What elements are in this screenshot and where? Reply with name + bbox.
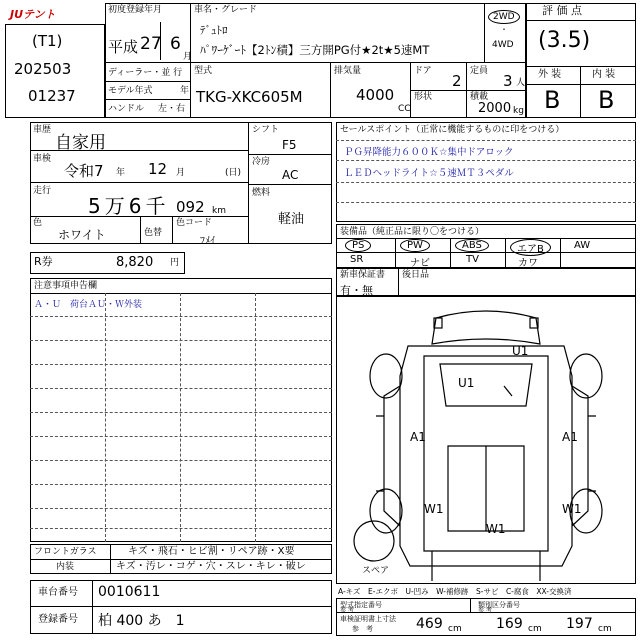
auction-id-2: 01237: [28, 87, 76, 105]
shaken-label: 車検: [33, 154, 52, 164]
equip-tv: TV: [466, 254, 479, 265]
plate-value: 柏 400 あ 1: [98, 613, 185, 629]
damage-legend: A-キズ E-エクボ U-凹み W-補修跡 S-サビ C-腐食 XX-交換済: [338, 587, 572, 596]
aircon-label: 冷房: [252, 157, 271, 167]
capacity-label: 定員: [470, 66, 489, 76]
shift-label: シフト: [252, 125, 280, 135]
recycle-unit: 円: [170, 258, 180, 268]
mileage: 5万6千: [88, 194, 170, 218]
warranty-label: 新車保証書: [340, 270, 386, 280]
color-value: ホワイト: [58, 228, 106, 242]
logo: JUテント: [10, 8, 56, 21]
equip-sr: SR: [350, 254, 364, 265]
selling-point-1: ＰＧ昇降能力６００Ｋ☆集中ドアロック: [344, 147, 514, 158]
type-number-label: 型式指定番号: [340, 601, 382, 609]
drive-dot: ・: [500, 25, 508, 34]
shaken-day-unit: (日): [225, 168, 242, 178]
dealer-label: ディーラー・並 行: [108, 68, 183, 78]
int-grade: B: [598, 86, 615, 114]
selling-point-2: ＬＥＤヘッドライト☆５速ＭＴ３ペダル: [344, 168, 514, 179]
dim-width-unit: cm: [528, 624, 542, 634]
dims-label: 車検証明書上寸法: [340, 615, 396, 623]
chassis-value: 0010611: [98, 584, 161, 600]
shape-label: 形状: [414, 92, 433, 102]
notes-box: [30, 278, 332, 542]
aircon-value: AC: [282, 168, 299, 182]
equip-abs: ABS: [455, 239, 489, 252]
car-name-label: 車名・グレード: [194, 5, 258, 15]
class-number-label: 類別区分番号: [478, 601, 520, 609]
model-year-label: モデル年式: [108, 86, 153, 96]
dim-height-unit: cm: [598, 624, 612, 634]
drive-2wd: 2WD: [488, 10, 520, 24]
mark-a1-right: A1: [562, 430, 578, 444]
mark-w1-right: W1: [562, 502, 582, 516]
color-code-label: 色コード: [176, 218, 213, 228]
after-items-label: 後日品: [402, 270, 430, 280]
front-glass-value: キズ・飛石・ヒビ割・リペア跡・X要: [128, 546, 295, 557]
load: 2000: [478, 101, 512, 116]
rating-label: 評 価 点: [542, 4, 582, 17]
interior-label: 内装: [56, 562, 75, 572]
recycle-box: [30, 252, 185, 274]
usage-value: 自家用: [55, 133, 106, 153]
ext-grade: B: [544, 86, 561, 114]
km-unit: km: [212, 206, 226, 216]
ext-label: 外 装: [538, 69, 562, 80]
type-number-value: 参 考: [340, 607, 354, 614]
mileage-small: 092: [176, 198, 205, 216]
interior-value: キズ・汚レ・コゲ・穴・スレ・キレ・破レ: [116, 561, 306, 572]
shaken-month-unit: 月: [176, 168, 186, 178]
dim-length: 469: [416, 616, 443, 632]
lane-number: (T1): [32, 32, 63, 50]
dims-ref: 参 考: [352, 625, 373, 633]
doors: 2: [452, 72, 462, 90]
color-change-label: 色替: [144, 228, 163, 238]
drive-4wd: 4WD: [492, 40, 514, 50]
recycle-value: 8,820: [116, 255, 154, 270]
mark-u1-windshield: U1: [458, 376, 475, 390]
mark-a1-left: A1: [410, 430, 426, 444]
equip-leather: カワ: [518, 258, 538, 269]
recycle-label: R券: [34, 255, 53, 268]
equip-airbag: エアB: [510, 239, 551, 256]
auction-id-1: 202503: [14, 60, 72, 78]
equip-aw: AW: [574, 240, 591, 251]
fuel-label: 燃料: [252, 188, 271, 198]
reg-year: 27: [140, 34, 162, 54]
plate-label: 登録番号: [38, 614, 78, 625]
warranty-value: 有・無: [340, 284, 373, 297]
chassis-label: 車台番号: [38, 587, 78, 598]
first-reg-label: 初度登録年月: [108, 5, 163, 15]
header-box: [105, 3, 526, 118]
model-code: TKG-XKC605M: [196, 88, 303, 106]
reg-month-unit: 月: [183, 52, 193, 62]
capacity-unit: 人: [516, 78, 526, 88]
color-code: ﾌﾒｲ: [200, 236, 215, 247]
fuel-value: 軽油: [278, 212, 305, 227]
model-year-unit: 年: [180, 86, 190, 96]
notes-text: Ａ・Ｕ 荷台ＡＵ・Ｗ外装: [34, 300, 143, 310]
truck-diagram: [336, 296, 636, 584]
class-number-value: 参 考: [478, 607, 492, 614]
equip-ps: PS: [345, 239, 371, 252]
equip-navi: ナビ: [410, 258, 430, 269]
spare-label: スペア: [362, 566, 390, 576]
model-code-label: 型式: [194, 66, 213, 76]
car-name: ﾃﾞｭﾄﾛ: [200, 24, 228, 37]
usage-label: 車歴: [33, 125, 52, 135]
rating-score: (3.5): [538, 28, 591, 53]
shift-value: F5: [282, 138, 297, 152]
mark-w1-bed: W1: [486, 522, 506, 536]
load-label: 積載: [470, 92, 489, 102]
equipment-label: 装備品（純正品に限り〇をつける）: [340, 227, 485, 237]
mark-w1-left: W1: [424, 502, 444, 516]
displacement: 4000: [356, 86, 395, 104]
shaken-month: 12: [148, 160, 168, 178]
mileage-label: 走行: [33, 186, 52, 196]
shaken-era: 令和7: [64, 162, 104, 180]
color-label: 色: [33, 218, 43, 228]
car-grade: ﾊﾟﾜｰｹﾞｰﾄ【2ﾄﾝ積】三方開PG付★2t★5速MT: [200, 43, 430, 57]
handle-value: 左・右: [158, 104, 186, 114]
doors-label: ドア: [414, 66, 432, 76]
handle-label: ハンドル: [108, 104, 145, 114]
equip-pw: PW: [400, 239, 430, 252]
displacement-label: 排気量: [334, 66, 362, 76]
mark-u1-roof: U1: [512, 344, 529, 358]
reg-era: 平成: [108, 38, 139, 56]
capacity: 3: [503, 72, 513, 90]
shaken-year-unit: 年: [116, 168, 126, 178]
dim-length-unit: cm: [448, 624, 462, 634]
reg-month: 6: [170, 34, 181, 54]
dim-height: 197: [566, 616, 593, 632]
load-unit: kg: [513, 106, 524, 116]
selling-points-label: セールスポイント（正常に機能するものに印をつける）: [340, 125, 565, 135]
cc-unit: CC: [398, 104, 411, 114]
front-glass-label: フロントガラス: [34, 547, 97, 557]
int-label: 内 装: [592, 69, 616, 80]
notes-label: 注意事項申告欄: [34, 281, 98, 291]
dim-width: 169: [496, 616, 523, 632]
